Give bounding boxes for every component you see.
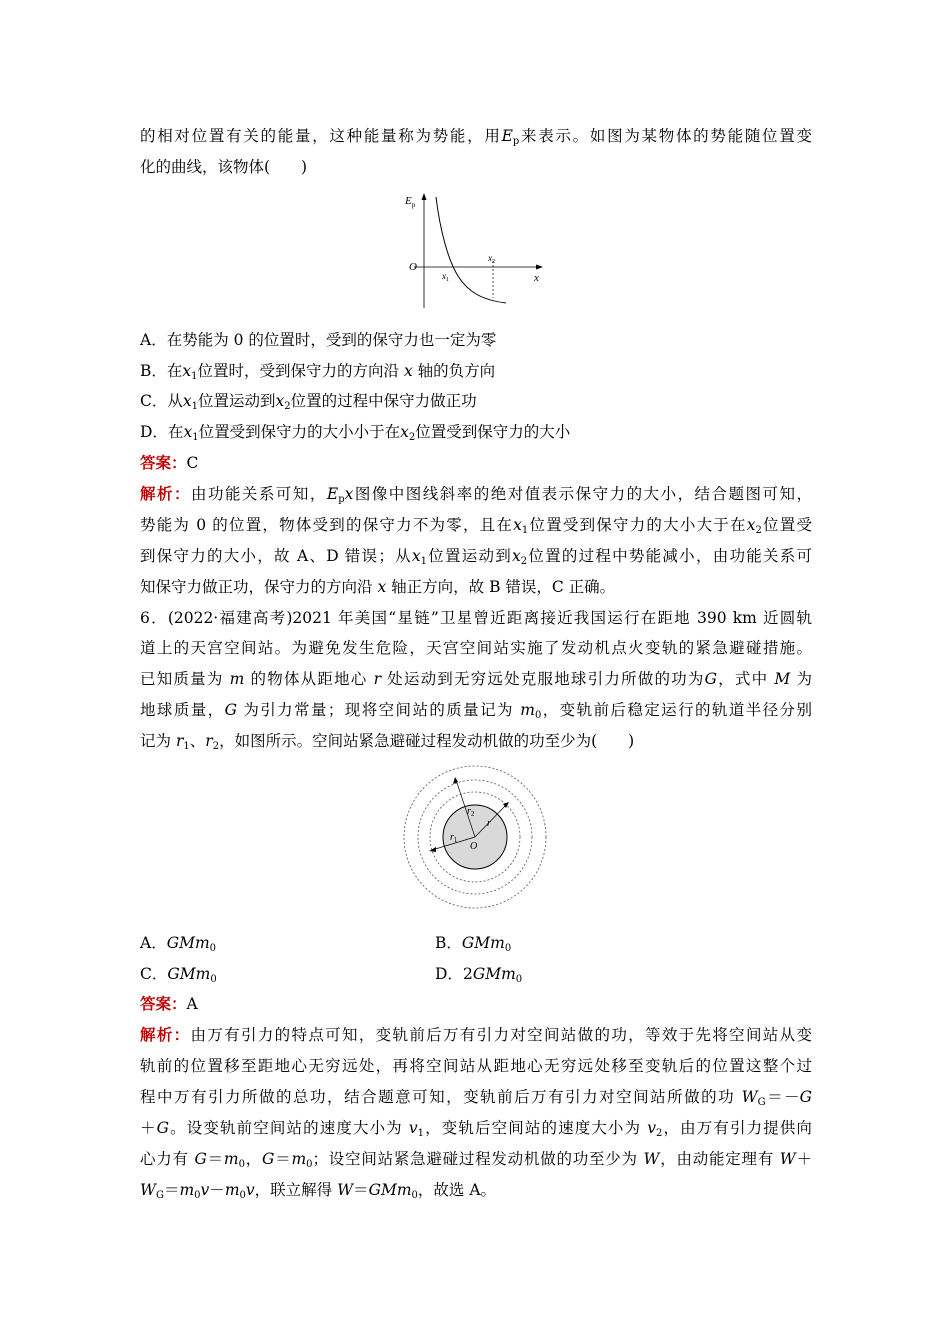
ep-label: $E_p$	[405, 195, 416, 209]
q5-option-a: A．在势能为 0 的位置时，受到的保守力也一定为零	[140, 331, 497, 349]
q6-explanation-line-6: $W_G=m_0v-m_0v$，联立解得 W＝GMm$_0$，故选 A。	[140, 1181, 497, 1201]
q5-explanation-line-4: 知保守力做正功，保守力的方向沿 x 轴正方向，故 B 错误，C 正确。	[140, 578, 616, 596]
q6-option-d: D．2GMm$_0$	[435, 965, 523, 985]
q6-option-b: B．GMm$_0$	[435, 934, 512, 954]
q5-answer: 答案：C	[140, 453, 199, 472]
q6-stem-line-4: 地球质量，G 为引力常量；现将空间站的质量记为 $m_0$，变轨前后稳定运行的轨道半径分别	[140, 701, 812, 721]
q5-option-d: D．在$x_1$位置受到保守力的大小小于在$x_2$位置受到保守力的大小	[140, 423, 571, 443]
orbit-diagram	[400, 762, 550, 912]
origin-label: O	[470, 841, 478, 852]
r-label: r	[487, 818, 491, 829]
q6-option-a: A．GMm$_0$	[140, 934, 217, 954]
q6-option-c: C．GMm$_0$	[140, 965, 217, 985]
ep-curve	[436, 197, 506, 303]
q5-explanation-line-3: 到保守力的大小，故 A、D 错误；从$x_1$位置运动到$x_2$位置的过程中势能减小，由功能关系可	[140, 547, 812, 567]
q6-answer: 答案：A	[140, 994, 198, 1013]
q6-explanation-line-1: 解析：由万有引力的特点可知，变轨前后万有引力对空间站做的功，等效于先将空间站从变	[140, 1025, 812, 1044]
x-axis-arrow	[536, 265, 543, 270]
q6-explanation-line-5: 心力有 $G=m_0$，$G=m_0$；设空间站紧急避碰过程发动机做的功至少为 W，由动能定理有 W＋	[140, 1150, 812, 1170]
q6-stem-line-3: 已知质量为 m 的物体从距地心 r 处运动到无穷远处克服地球引力所做的功为G，式中 M 为	[140, 670, 812, 688]
potential-energy-graph	[400, 190, 550, 312]
x1-label: $x_1$	[442, 271, 449, 283]
q5-option-b: B．在$x_1$位置时，受到保守力的方向沿 x 轴的负方向	[140, 362, 496, 382]
q6-explanation-line-2: 轨前的位置移至距地心无穷远处，再将空间站从距地心无穷远处移至变轨后的位置这整个过	[140, 1057, 812, 1075]
q6-stem-line-1: 6．(2022·福建高考)2021 年美国“星链”卫星曾近距离接近我国运行在距地 390 km 近圆轨	[140, 609, 812, 627]
x-label: x	[534, 272, 539, 284]
q6-stem-line-2: 道上的天宫空间站。为避免发生危险，天宫空间站实施了发动机点火变轨的紧急避碰措施。	[140, 639, 812, 657]
origin-label: O	[409, 261, 417, 273]
radius-r1-arrow	[429, 847, 436, 852]
q6-stem-line-5: 记为 $r_1$、$r_2$，如图所示。空间站紧急避碰过程发动机做的功至少为( )	[140, 732, 635, 752]
r2-label: $r_2$	[467, 806, 475, 818]
q5-explanation-line-2: 势能为 0 的位置，物体受到的保守力不为零，且在$x_1$位置受到保守力的大小大于在$x_2$位置受	[140, 516, 812, 536]
q5-stem-line-2: 化的曲线，该物体( )	[140, 158, 308, 176]
y-axis-arrow	[422, 193, 427, 200]
r1-label: $r_1$	[450, 832, 458, 844]
q5-stem-line-1: 的相对位置有关的能量，这种能量称为势能，用$E_p$来表示。如图为某物体的势能随位置变	[140, 127, 812, 147]
q5-option-c: C．从$x_1$位置运动到$x_2$位置的过程中保守力做正功	[140, 392, 477, 412]
q5-explanation-line-1: 解析：由功能关系可知，$E_px$图像中图线斜率的绝对值表示保守力的大小，结合题图可知，	[140, 484, 812, 505]
q6-explanation-line-3: 程中万有引力所做的总功，结合题意可知，变轨前后万有引力对空间站所做的功 $W_G=-G$	[140, 1088, 812, 1108]
q6-explanation-line-4: ＋G。设变轨前空间站的速度大小为 $v_1$，变轨后空间站的速度大小为 $v_2$，由万有引力提供向	[140, 1119, 812, 1139]
x2-label: $x_2$	[488, 253, 495, 265]
